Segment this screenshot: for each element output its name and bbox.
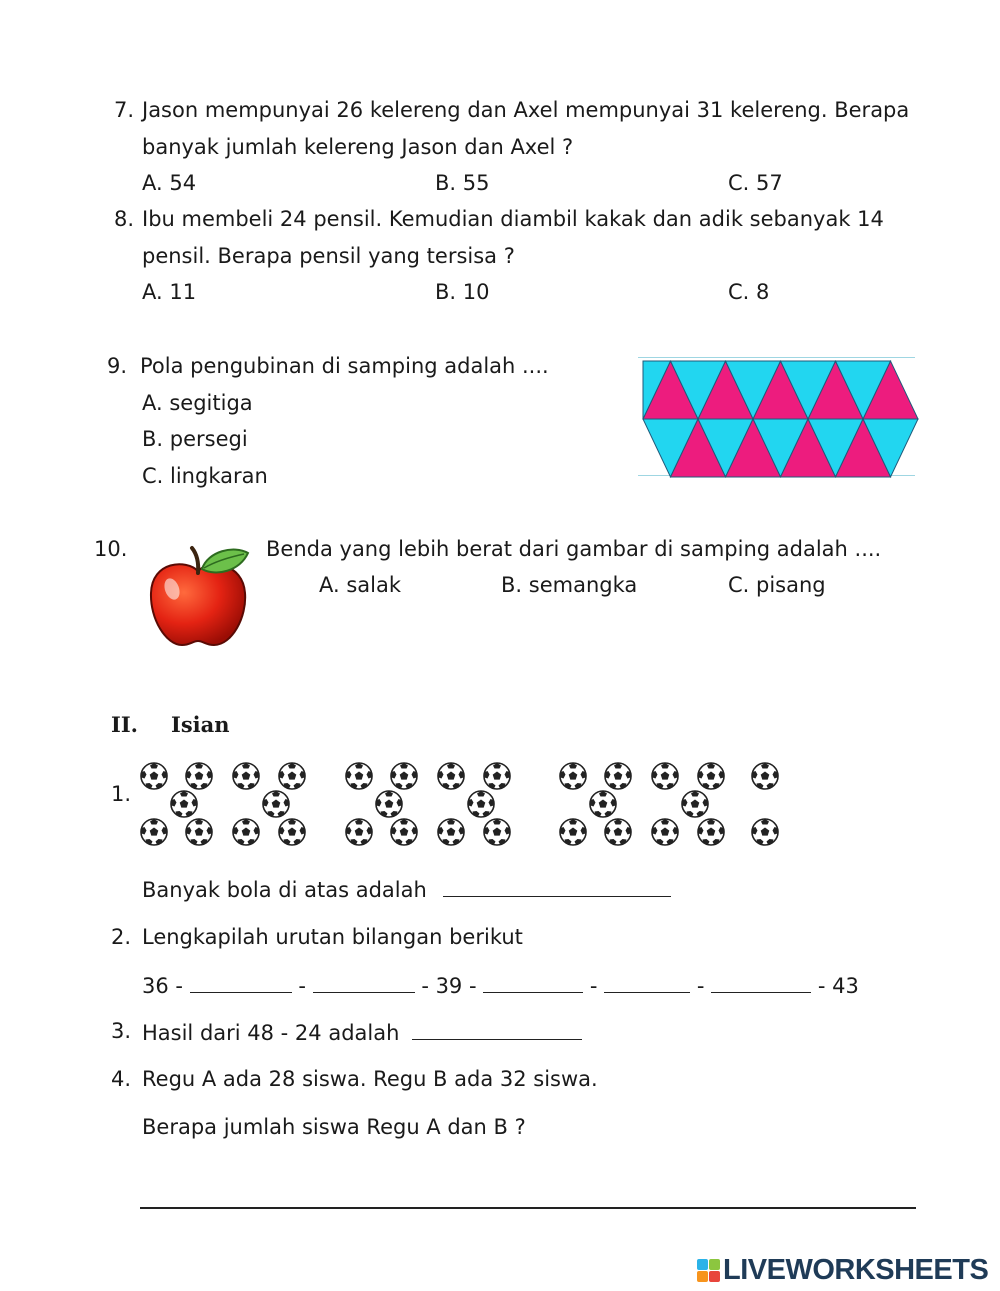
- isian-3-answer-blank[interactable]: [412, 1021, 582, 1040]
- question-8-text-line1: Ibu membeli 24 pensil. Kemudian diambil kakak dan adik sebanyak 14: [142, 207, 884, 231]
- sequence-separator-1: -: [298, 974, 306, 998]
- soccer-ball-icon: [186, 763, 212, 789]
- soccer-ball-icon: [752, 763, 778, 789]
- question-7-option-b[interactable]: B. 55: [435, 171, 490, 195]
- soccer-ball-icon: [279, 763, 305, 789]
- soccer-ball-icon: [279, 819, 305, 845]
- isian-1-prompt-text: Banyak bola di atas adalah: [142, 878, 427, 902]
- question-10-option-b[interactable]: B. semangka: [501, 573, 638, 597]
- isian-2-sequence: [142, 974, 859, 997]
- logo-block-l: [697, 1259, 708, 1270]
- soccer-ball-icon: [652, 819, 678, 845]
- isian-3-prompt-text: Hasil dari 48 - 24 adalah: [142, 1021, 400, 1045]
- isian-4-number: 4.: [111, 1067, 132, 1091]
- logo-block-i: [709, 1259, 720, 1270]
- question-7-text-line1: Jason mempunyai 26 kelereng dan Axel mempunyai 31 kelereng. Berapa: [142, 98, 910, 122]
- soccer-ball-icon: [171, 791, 197, 817]
- question-9-number: 9.: [106, 354, 127, 378]
- soccer-ball-icon: [263, 791, 289, 817]
- sequence-mid: - 39 -: [421, 974, 477, 998]
- isian-4-text-line1: Regu A ada 28 siswa. Regu B ada 32 siswa.: [142, 1067, 598, 1091]
- sequence-blank-1[interactable]: [190, 974, 292, 993]
- question-7-number: 7.: [113, 98, 134, 122]
- soccer-ball-icon: [438, 763, 464, 789]
- sequence-separator-2: -: [589, 974, 598, 998]
- soccer-ball-icon: [346, 819, 372, 845]
- soccer-ball-icon: [391, 763, 417, 789]
- question-7-option-a[interactable]: A. 54: [142, 171, 197, 195]
- soccer-ball-icon: [484, 763, 510, 789]
- sequence-blank-5[interactable]: [711, 974, 811, 993]
- soccer-ball-icon: [698, 763, 724, 789]
- soccer-ball-icon: [484, 819, 510, 845]
- section-2-roman: II.: [111, 712, 138, 737]
- sequence-start: 36 -: [142, 974, 183, 998]
- sequence-blank-2[interactable]: [313, 974, 415, 993]
- logo-blocks-icon: [697, 1259, 720, 1282]
- question-7-option-c[interactable]: C. 57: [728, 171, 783, 195]
- logo-block-e: [709, 1271, 720, 1282]
- soccer-ball-icon: [391, 819, 417, 845]
- question-7-text-line2: banyak jumlah kelereng Jason dan Axel ?: [142, 135, 574, 159]
- question-9-option-c[interactable]: C. lingkaran: [142, 464, 268, 488]
- logo-block-v: [697, 1271, 708, 1282]
- soccer-ball-icon: [468, 791, 494, 817]
- sequence-blank-3[interactable]: [483, 974, 583, 993]
- soccer-ball-icon: [652, 763, 678, 789]
- logo-text: LIVEWORKSHEETS: [723, 1253, 989, 1286]
- question-8-option-b[interactable]: B. 10: [435, 280, 490, 304]
- isian-3-prompt: [142, 1021, 582, 1044]
- question-9-option-b[interactable]: B. persegi: [142, 427, 248, 451]
- sequence-blank-4[interactable]: [604, 974, 690, 993]
- section-2-title: Isian: [171, 712, 230, 737]
- isian-4-text-line2: Berapa jumlah siswa Regu A dan B ?: [142, 1115, 526, 1139]
- isian-3-number: 3.: [111, 1019, 132, 1043]
- soccer-ball-icon: [605, 763, 631, 789]
- question-10-option-a[interactable]: A. salak: [319, 573, 402, 597]
- question-10-number: 10.: [94, 537, 128, 561]
- sequence-end: - 43: [817, 974, 859, 998]
- question-9-text: Pola pengubinan di samping adalah ....: [140, 354, 549, 378]
- apple-image: [148, 547, 250, 649]
- isian-1-prompt: [142, 878, 671, 901]
- soccer-ball-icon: [141, 763, 167, 789]
- soccer-ball-icon: [346, 763, 372, 789]
- soccer-ball-icon: [141, 819, 167, 845]
- triangle-tiling-image: [638, 357, 915, 476]
- soccer-ball-icon: [682, 791, 708, 817]
- soccer-ball-icon: [560, 763, 586, 789]
- soccer-ball-icon: [233, 763, 259, 789]
- liveworksheets-logo: [697, 1254, 988, 1286]
- isian-4-answer-line[interactable]: [140, 1207, 916, 1209]
- soccer-ball-icon: [752, 819, 778, 845]
- soccer-ball-icon: [376, 791, 402, 817]
- soccer-ball-icon: [233, 819, 259, 845]
- question-10-option-c[interactable]: C. pisang: [728, 573, 826, 597]
- isian-2-number: 2.: [111, 925, 132, 949]
- isian-1-answer-blank[interactable]: [443, 878, 671, 897]
- soccer-balls-image: [140, 760, 810, 852]
- soccer-ball-icon: [590, 791, 616, 817]
- question-8-option-c[interactable]: C. 8: [728, 280, 770, 304]
- soccer-ball-icon: [438, 819, 464, 845]
- question-8-number: 8.: [113, 207, 134, 231]
- question-10-text: Benda yang lebih berat dari gambar di samping adalah ....: [266, 537, 882, 561]
- soccer-ball-icon: [186, 819, 212, 845]
- sequence-separator-3: -: [696, 974, 705, 998]
- soccer-ball-icon: [560, 819, 586, 845]
- isian-1-number: 1.: [111, 782, 132, 806]
- question-8-text-line2: pensil. Berapa pensil yang tersisa ?: [142, 244, 515, 268]
- soccer-ball-icon: [605, 819, 631, 845]
- soccer-ball-icon: [698, 819, 724, 845]
- isian-2-prompt: Lengkapilah urutan bilangan berikut: [142, 925, 523, 949]
- question-8-option-a[interactable]: A. 11: [142, 280, 197, 304]
- question-9-option-a[interactable]: A. segitiga: [142, 391, 253, 415]
